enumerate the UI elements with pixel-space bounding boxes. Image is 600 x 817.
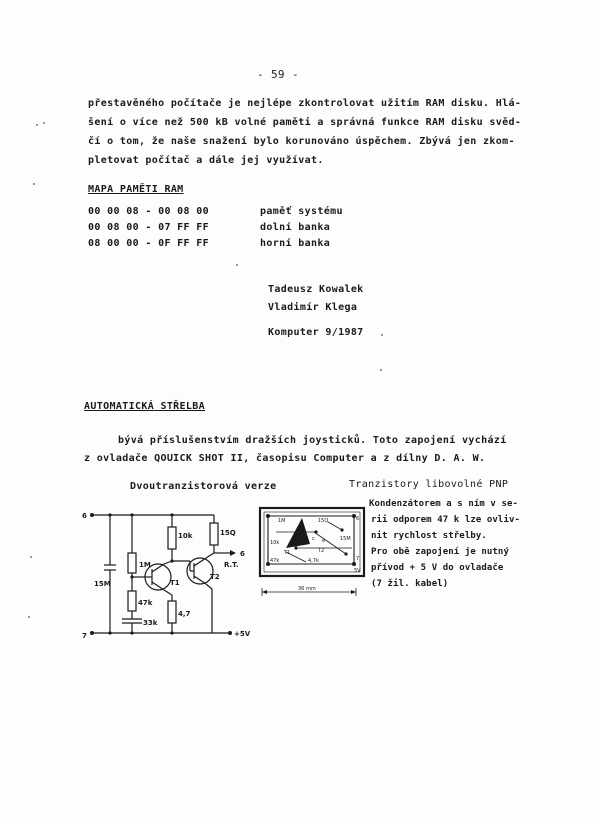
pcb-supply-label: 5V <box>354 568 361 574</box>
memory-map-range: 08 00 00 - 0F FF FF <box>88 238 210 249</box>
article-heading: AUTOMATICKÁ STŘELBA <box>84 401 206 412</box>
memory-map-label: paměť systému <box>260 206 343 217</box>
article-line: bývá příslušenstvím dražších joysticků. Toto zapojení vychází <box>118 435 507 446</box>
scan-speck <box>380 369 382 371</box>
pcb-e-label: e <box>322 538 326 544</box>
schematic-t1-label: T1 <box>170 579 180 587</box>
schematic-pin-bottom: 7 <box>82 632 87 640</box>
intro-line: přestavěného počítače je nejlépe zkontrolovat užitím RAM disku. Hlá- <box>88 98 522 109</box>
pcb-pin-7: 7 <box>356 556 360 562</box>
note-line: Kondenzátorem a s ním v se- <box>369 499 518 509</box>
note-line: (7 žil. kabel) <box>371 579 449 589</box>
circuit-schematic <box>82 505 272 645</box>
page-number: - 59 - <box>257 68 299 81</box>
pcb-cap-label: 15M <box>340 536 351 542</box>
pcb-c-label: c <box>312 536 315 542</box>
article-line: z ovladače QOUICK SHOT II, časopisu Computer a z dílny D. A. W. <box>84 453 486 464</box>
pcb-r1m-label: 1M <box>278 518 286 524</box>
note-line: Pro obě zapojení je nutný <box>371 547 509 557</box>
pcb-r4-7k-label: 4,7k <box>308 558 319 564</box>
pcb-layout <box>256 502 368 612</box>
schematic-caption: Dvoutranzistorová verze <box>130 481 277 492</box>
pcb-r47k-label: 47k <box>270 558 280 564</box>
schematic-pin-out: 6 <box>240 550 245 558</box>
pcb-pin-6: 6 <box>356 516 360 522</box>
memory-map-range: 00 00 08 - 00 08 00 <box>88 206 210 217</box>
memory-map-label: horní banka <box>260 238 331 249</box>
note-line: přívod + 5 V do ovladače <box>371 563 504 573</box>
schematic-t2-label: T2 <box>210 573 220 581</box>
scan-speck <box>30 556 32 558</box>
memory-map-range: 00 08 00 - 07 FF FF <box>88 222 210 233</box>
intro-line: pletovat počítač a dále jej využívat. <box>88 155 324 166</box>
author-name: Tadeusz Kowalek <box>268 284 364 295</box>
schematic-pin-top: 6 <box>82 512 87 520</box>
pcb-dimension-label: 36 mm <box>298 586 316 592</box>
scan-speck <box>33 183 35 185</box>
pcb-r15q-label: 15Q <box>318 518 329 524</box>
pcb-caption: Tranzistory libovolné PNP <box>349 479 509 490</box>
intro-line: šení o více než 500 kB volné paměti a správná funkce RAM disku svěd- <box>88 117 522 128</box>
schematic-r1m-label: 1M <box>139 561 151 569</box>
schematic-cap-label: 15M <box>94 580 111 588</box>
pcb-t1-label: T1 <box>284 550 291 556</box>
schematic-r10k-label: 10k <box>178 532 193 540</box>
schematic-rt-label: R.T. <box>224 561 239 569</box>
schematic-r33k-label: 33k <box>143 619 158 627</box>
pcb-r10k-label: 10k <box>270 540 280 546</box>
pcb-t2-label: T2 <box>318 548 325 554</box>
note-line: rii odporem 47 k lze ovliv- <box>371 515 520 525</box>
scan-speck <box>236 264 238 266</box>
author-name: Vladimír Klega <box>268 302 358 313</box>
schematic-r4-7-label: 4,7 <box>178 610 191 618</box>
memory-map-heading: MAPA PAMĚTI RAM <box>88 184 184 195</box>
source-citation: Komputer 9/1987 <box>268 327 364 338</box>
schematic-r15q-label: 15Q <box>220 529 236 537</box>
schematic-supply-label: +5V <box>234 630 251 638</box>
scan-speck <box>381 334 383 336</box>
schematic-r47k-label: 47k <box>138 599 153 607</box>
scan-speck <box>36 124 38 126</box>
scan-speck <box>28 616 30 618</box>
intro-line: čí o tom, že naše snažení bylo korunováno úspěchem. Zbývá jen zkom- <box>88 136 515 147</box>
scan-speck <box>43 122 45 124</box>
note-line: nit rychlost střelby. <box>371 531 487 541</box>
memory-map-label: dolní banka <box>260 222 331 233</box>
